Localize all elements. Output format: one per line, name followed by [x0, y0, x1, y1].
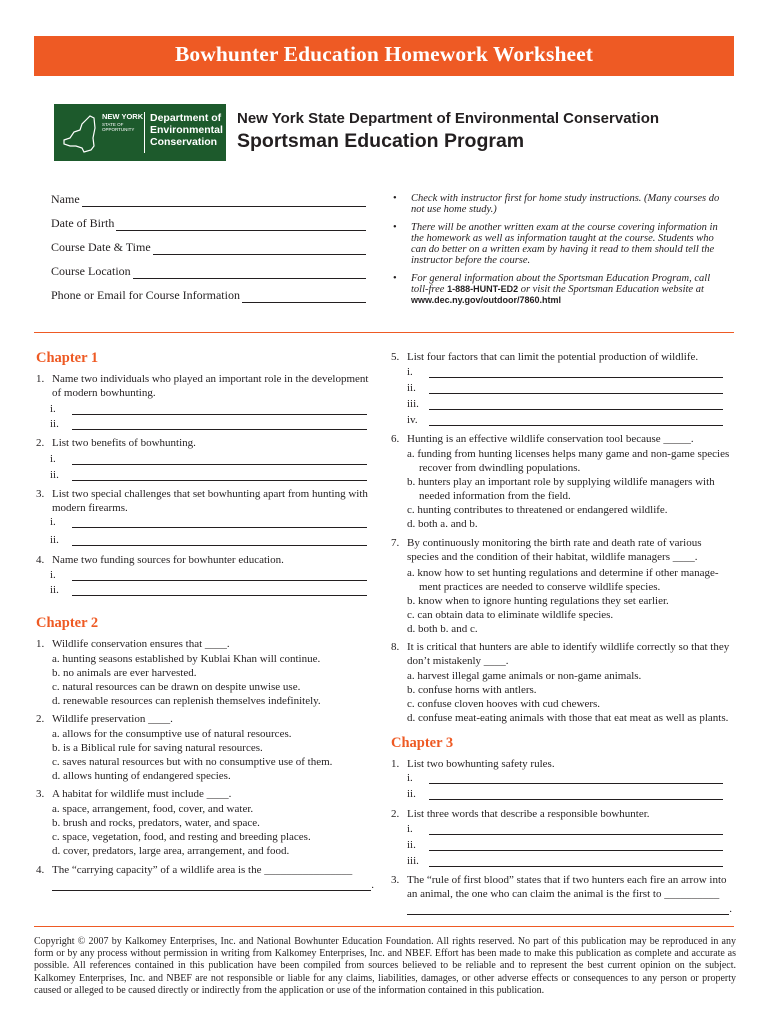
option: a. allows for the consumptive use of natural resources. — [52, 728, 292, 740]
question-3-3 — [391, 873, 731, 901]
answer-blank[interactable] — [72, 569, 367, 581]
option: d. confuse meat-eating animals with those that eat meat as well as plants. — [407, 712, 729, 724]
answer-blank[interactable] — [429, 855, 723, 867]
question-3-2 — [391, 807, 731, 821]
question-number: 5. — [391, 351, 400, 363]
question-2-1 — [36, 637, 372, 651]
question-number: 3. — [391, 874, 400, 886]
chapter-1-heading: Chapter 1 — [36, 350, 99, 366]
question-text: Wildlife preservation ____. — [52, 713, 173, 725]
chapter-2-heading: Chapter 2 — [36, 615, 99, 631]
answer-line[interactable] — [50, 453, 367, 465]
answer-numeral: iii. — [407, 398, 419, 410]
question-text: List two special challenges that set bowhunting apart from hunting with modern firearms. — [52, 488, 368, 514]
answer-numeral: i. — [50, 516, 56, 528]
answer-blank[interactable] — [429, 398, 723, 410]
answer-numeral: ii. — [407, 839, 416, 851]
field-label: Course Date & Time — [51, 240, 151, 254]
answer-numeral: i. — [407, 772, 413, 784]
answer-blank[interactable] — [72, 534, 367, 546]
option: a. space, arrangement, food, cover, and water. — [52, 803, 254, 815]
question-text: List two benefits of bowhunting. — [52, 437, 196, 449]
answer-line[interactable] — [50, 569, 367, 581]
answer-line[interactable] — [52, 879, 374, 891]
question-text: Wildlife conservation ensures that ____. — [52, 638, 230, 650]
answer-numeral: iii. — [407, 855, 419, 867]
logo-dept-line: Conservation — [150, 136, 218, 148]
answer-blank[interactable] — [72, 584, 367, 596]
answer-numeral: ii. — [407, 382, 416, 394]
answer-line[interactable] — [407, 903, 732, 915]
answer-blank[interactable] — [72, 418, 367, 430]
answer-line[interactable] — [407, 839, 723, 851]
answer-numeral: ii. — [50, 584, 59, 596]
field-label: Date of Birth — [51, 216, 115, 230]
answer-line[interactable] — [407, 788, 723, 800]
instruction-text: For general information about the Sportsman Education Program, call toll-free — [411, 273, 711, 295]
question-2-5 — [391, 350, 731, 364]
answer-blank[interactable] — [429, 839, 723, 851]
answer-line[interactable] — [407, 855, 723, 867]
option: d. both b. and c. — [407, 623, 478, 635]
logo-divider — [144, 112, 145, 153]
option: d. cover, predators, large area, arrangement, and food. — [52, 845, 290, 857]
answer-line[interactable] — [50, 516, 367, 528]
chapter-3-heading: Chapter 3 — [391, 735, 454, 751]
option: d. both a. and b. — [407, 518, 478, 530]
question-2-4 — [36, 863, 376, 877]
dec-logo — [54, 104, 226, 161]
answer-blank[interactable] — [429, 414, 723, 426]
option-continued: recover from dwindling populations. — [419, 462, 581, 474]
field-label: Course Location — [51, 264, 131, 278]
website-link[interactable]: www.dec.ny.gov/outdoor/7860.html — [411, 295, 562, 305]
instructions-list — [393, 193, 729, 313]
agency-name: New York State Department of Environmental Conservation — [237, 110, 660, 127]
title-banner — [34, 36, 734, 76]
option: d. renewable resources can replenish themselves indefinitely. — [52, 695, 321, 707]
answer-line[interactable] — [407, 382, 723, 394]
question-number: 1. — [36, 638, 45, 650]
answer-blank[interactable] — [429, 772, 723, 784]
question-text: By continuously monitoring the birth rate and death rate of various species and the condition of their habitat, wildlife managers ____. — [407, 537, 702, 563]
question-number: 8. — [391, 641, 400, 653]
ny-state-map-icon — [60, 110, 100, 156]
field-blank[interactable] — [133, 267, 366, 279]
question-text: It is critical that hunters are able to identify wildlife correctly so that they don’t mistakenly ____. — [407, 641, 730, 667]
question-text: Hunting is an effective wildlife conservation tool because _____. — [407, 433, 694, 445]
answer-line[interactable] — [50, 418, 367, 430]
course-location-field[interactable] — [51, 264, 366, 279]
field-blank[interactable] — [242, 291, 366, 303]
option: b. confuse horns with antlers. — [407, 684, 537, 696]
question-1-1 — [36, 372, 372, 400]
name-field[interactable] — [51, 192, 366, 207]
option: a. harvest illegal game animals or non-game animals. — [407, 670, 642, 682]
question-2-3 — [36, 787, 372, 801]
question-1-2 — [36, 436, 372, 450]
program-name: Sportsman Education Program — [237, 130, 525, 152]
answer-blank[interactable] — [429, 823, 723, 835]
logo-dept-text — [150, 112, 226, 148]
answer-blank[interactable] — [72, 469, 367, 481]
option: c. space, vegetation, food, and resting and breeding places. — [52, 831, 311, 843]
option: a. hunting seasons established by Kublai Khan will continue. — [52, 653, 321, 665]
option: a. funding from hunting licenses helps many game and non-game species — [407, 448, 730, 460]
question-number: 4. — [36, 864, 45, 876]
question-text: Name two individuals who played an important role in the development of modern bowhunting. — [52, 373, 369, 399]
field-blank[interactable] — [116, 219, 366, 231]
logo-dept-line: Environmental — [150, 124, 223, 136]
logo-ny-subtext: STATE OF OPPORTUNITY — [102, 122, 135, 132]
instruction-item: • Check with instructor first for home study instructions. (Many courses do not use home study.) — [393, 193, 729, 215]
instruction-item — [393, 273, 729, 306]
answer-line[interactable] — [50, 403, 367, 415]
question-text: A habitat for wildlife must include ____. — [52, 788, 232, 800]
instruction-item: • There will be another written exam at the course covering information in the homework as well as information taught at the course. Students who can do better on a written exam by having it read to them should tell the instructor before the course. — [393, 222, 729, 266]
phone-email-field[interactable] — [51, 288, 366, 303]
question-2-2 — [36, 712, 372, 726]
question-number: 1. — [36, 373, 45, 385]
option: b. hunters play an important role by supplying wildlife managers with — [407, 476, 715, 488]
phone-number: 1-888-HUNT-ED2 — [447, 284, 519, 294]
answer-numeral: ii. — [50, 469, 59, 481]
answer-blank[interactable] — [429, 382, 723, 394]
field-label: Name — [51, 192, 80, 206]
answer-blank[interactable] — [429, 788, 723, 800]
question-2-8 — [391, 640, 731, 668]
answer-line[interactable] — [407, 772, 723, 784]
answer-line[interactable] — [407, 366, 723, 378]
field-label: Phone or Email for Course Information — [51, 288, 240, 302]
option: b. is a Biblical rule for saving natural resources. — [52, 742, 263, 754]
answer-numeral: i. — [50, 453, 56, 465]
question-text: The “carrying capacity” of a wildlife area is the ________________ — [52, 864, 353, 876]
question-number: 3. — [36, 788, 45, 800]
page-title: Bowhunter Education Homework Worksheet — [174, 42, 594, 66]
question-number: 2. — [36, 437, 45, 449]
option: c. confuse cloven hooves with cud chewers. — [407, 698, 601, 710]
question-text: List four factors that can limit the potential production of wildlife. — [407, 351, 699, 363]
question-number: 2. — [36, 713, 45, 725]
answer-blank[interactable] — [407, 903, 729, 915]
answer-line[interactable] — [407, 398, 723, 410]
answer-numeral: ii. — [50, 418, 59, 430]
option: a. know how to set hunting regulations and determine if other manage- — [407, 567, 719, 579]
answer-line[interactable] — [50, 469, 367, 481]
question-2-6 — [391, 432, 731, 446]
answer-blank[interactable] — [72, 516, 367, 528]
answer-blank[interactable] — [72, 453, 367, 465]
option: c. can obtain data to eliminate wildlife species. — [407, 609, 614, 621]
answer-numeral: ii. — [407, 788, 416, 800]
answer-line[interactable] — [407, 823, 723, 835]
field-blank[interactable] — [153, 243, 366, 255]
logo-ny-text: NEW YORK — [102, 112, 144, 121]
sentence-end: . — [729, 903, 732, 915]
divider-top — [34, 332, 734, 333]
option: c. natural resources can be drawn on despite unwise use. — [52, 681, 301, 693]
option: d. allows hunting of endangered species. — [52, 770, 231, 782]
answer-numeral: i. — [50, 569, 56, 581]
question-text: Name two funding sources for bowhunter education. — [52, 554, 284, 566]
answer-numeral: i. — [407, 366, 413, 378]
question-number: 7. — [391, 537, 400, 549]
question-number: 4. — [36, 554, 45, 566]
instruction-text: or visit the Sportsman Education website at — [518, 284, 704, 295]
answer-line[interactable] — [50, 584, 367, 596]
question-3-1 — [391, 757, 731, 771]
question-1-4 — [36, 553, 372, 567]
copyright-notice: Copyright © 2007 by Kalkomey Enterprises, Inc. and National Bowhunter Education Foundation. All rights reserved. No part of this publication may be reproduced in any form or by any process without permission in writing from Kalkomey Enterprises, Inc. and NBEF. Effort has been made to make this publication as complete and accurate as possible. All references contained in this publication have been compiled from sources believed to be reliable and to represent the best current opinion on the subject. Kalkomey Enterprises, Inc. and NBEF are not responsible or liable for any claims, liabilities, damages, or other adverse effects or consequences to any person or property caused or alleged to be caused directly or indirectly from the application or use of the information contained in this publication. — [34, 936, 736, 996]
option: c. hunting contributes to threatened or endangered wildlife. — [407, 504, 668, 516]
question-text: The “rule of first blood” states that if two hunters each fire an arrow into an animal, the one who can claim the animal is the first to __________ — [407, 874, 727, 900]
answer-line[interactable] — [407, 414, 723, 426]
answer-blank[interactable] — [52, 879, 371, 891]
answer-numeral: i. — [407, 823, 413, 835]
answer-numeral: iv. — [407, 414, 418, 426]
question-number: 1. — [391, 758, 400, 770]
option: b. know when to ignore hunting regulations they set earlier. — [407, 595, 669, 607]
divider-bottom — [34, 926, 734, 927]
question-number: 2. — [391, 808, 400, 820]
question-number: 6. — [391, 433, 400, 445]
question-text: List two bowhunting safety rules. — [407, 758, 555, 770]
option: b. no animals are ever harvested. — [52, 667, 197, 679]
question-text: List three words that describe a responsible bowhunter. — [407, 808, 650, 820]
answer-line[interactable] — [50, 534, 367, 546]
date-of-birth-field[interactable] — [51, 216, 366, 231]
answer-numeral: i. — [50, 403, 56, 415]
logo-dept-line: Department of — [150, 112, 222, 124]
field-blank[interactable] — [82, 195, 366, 207]
answer-blank[interactable] — [429, 366, 723, 378]
question-2-7 — [391, 536, 731, 564]
answer-blank[interactable] — [72, 403, 367, 415]
sentence-end: . — [371, 879, 374, 891]
question-1-3 — [36, 487, 372, 515]
course-date-time-field[interactable] — [51, 240, 366, 255]
answer-numeral: ii. — [50, 534, 59, 546]
option-continued: ment practices are needed to conserve wildlife species. — [419, 581, 661, 593]
question-number: 3. — [36, 488, 45, 500]
option: b. brush and rocks, predators, water, and space. — [52, 817, 260, 829]
option: c. saves natural resources but with no consumptive use of them. — [52, 756, 333, 768]
option-continued: needed information from the field. — [419, 490, 571, 502]
